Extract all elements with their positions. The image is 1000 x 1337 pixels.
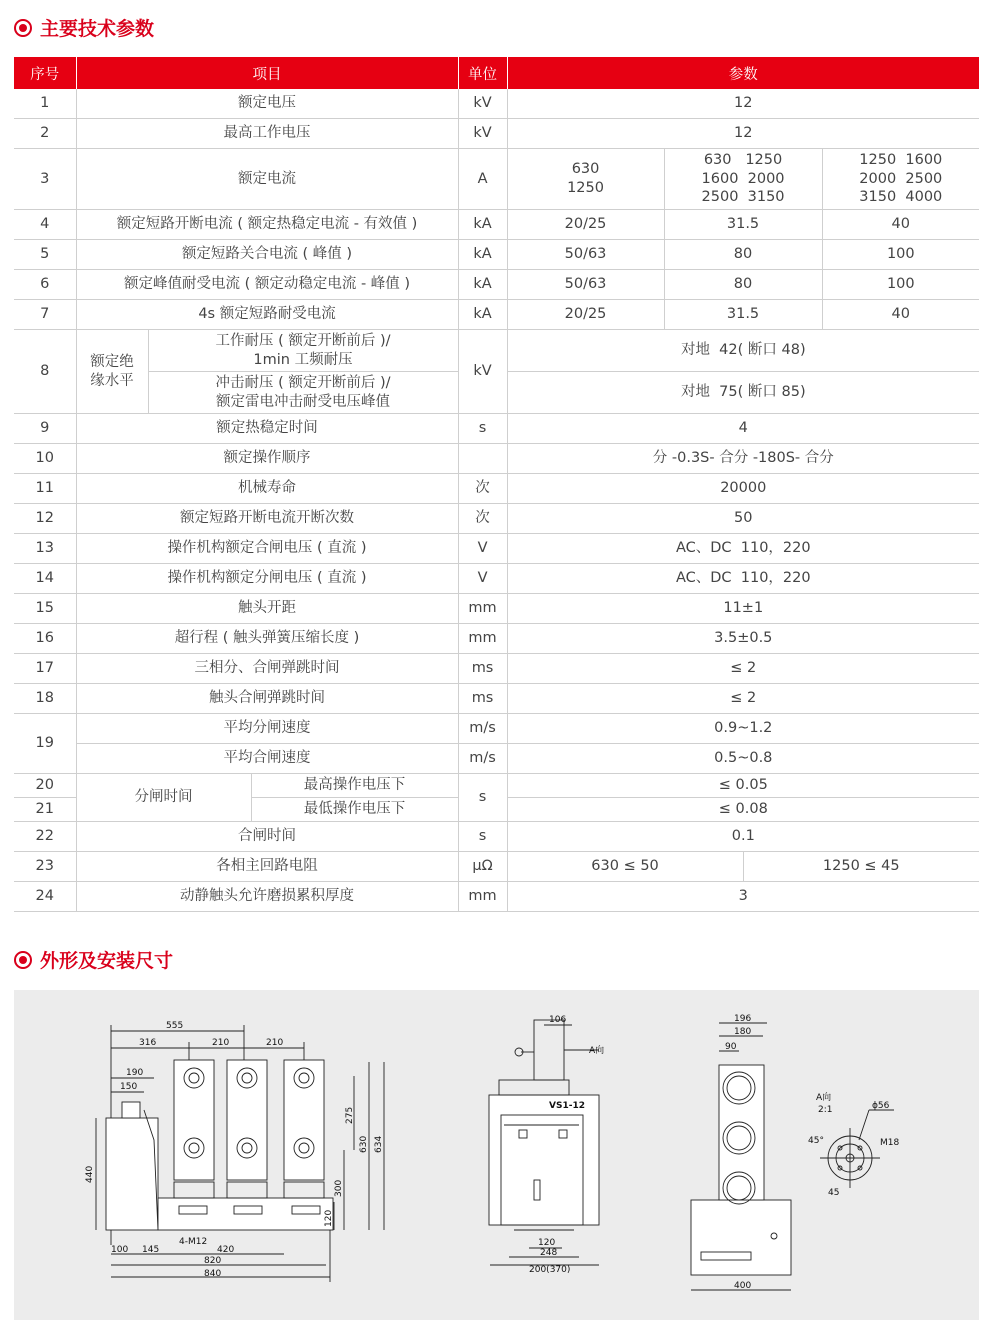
svg-text:420: 420 [217, 1245, 235, 1255]
svg-text:A向: A向 [816, 1093, 832, 1103]
header-unit: 单位 [458, 57, 507, 89]
table-row: 22 合闸时间 s 0.1 [14, 822, 979, 852]
svg-text:45: 45 [828, 1188, 840, 1198]
section-title-specs: 主要技术参数 [14, 14, 154, 41]
svg-text:210: 210 [212, 1038, 230, 1048]
svg-text:634: 634 [374, 1135, 384, 1153]
table-row: 16 超行程 ( 触头弹簧压缩长度 ) mm 3.5±0.5 [14, 624, 979, 654]
table-row: 4 额定短路开断电流 ( 额定热稳定电流 - 有效值 ) kA 20/25 31.5 40 [14, 210, 979, 240]
table-row: 23 各相主回路电阻 μΩ 630 ≤ 50 1250 ≤ 45 [14, 852, 979, 882]
header-no: 序号 [14, 57, 76, 89]
svg-text:840: 840 [204, 1269, 222, 1279]
svg-text:90: 90 [725, 1042, 737, 1052]
side-view-drawing [489, 1020, 599, 1265]
svg-text:248: 248 [540, 1248, 558, 1258]
svg-text:555: 555 [166, 1021, 184, 1031]
header-item: 项目 [76, 57, 458, 89]
table-row: 平均合闸速度 m/s 0.5~0.8 [14, 744, 979, 774]
svg-text:4-M12: 4-M12 [179, 1237, 208, 1247]
svg-text:120: 120 [538, 1238, 556, 1248]
detail-a-view-drawing [820, 1110, 894, 1188]
svg-text:ϕ56: ϕ56 [872, 1101, 890, 1111]
svg-text:630: 630 [359, 1135, 369, 1153]
svg-text:2:1: 2:1 [818, 1105, 833, 1115]
table-row: 1 额定电压 kV 12 [14, 89, 979, 119]
svg-text:316: 316 [139, 1038, 157, 1048]
svg-text:196: 196 [734, 1014, 752, 1024]
svg-text:180: 180 [734, 1027, 752, 1037]
table-row: 19 平均分闸速度 m/s 0.9~1.2 [14, 714, 979, 744]
svg-text:275: 275 [345, 1106, 355, 1124]
table-row: 12 额定短路开断电流开断次数 次 50 [14, 504, 979, 534]
svg-text:A向: A向 [589, 1046, 605, 1056]
top-view-drawing [691, 1023, 791, 1290]
header-param: 参数 [507, 57, 979, 89]
table-row: 24 动静触头允许磨损累积厚度 mm 3 [14, 882, 979, 912]
table-row: 冲击耐压 ( 额定开断前后 )/ 额定雷电冲击耐受电压峰值 对地 75( 断口 85) [14, 372, 979, 414]
dimension-drawings [14, 990, 979, 1320]
svg-text:145: 145 [142, 1245, 160, 1255]
dimension-drawing-panel [14, 990, 979, 1320]
svg-text:190: 190 [126, 1068, 144, 1078]
table-row: 20 分闸时间 最高操作电压下 s ≤ 0.05 [14, 774, 979, 798]
svg-text:150: 150 [120, 1082, 138, 1092]
svg-text:820: 820 [204, 1256, 222, 1266]
table-row: 13 操作机构额定合闸电压 ( 直流 ) V AC、DC 110，220 [14, 534, 979, 564]
table-row: 21 最低操作电压下 ≤ 0.08 [14, 798, 979, 822]
table-row: 7 4s 额定短路耐受电流 kA 20/25 31.5 40 [14, 300, 979, 330]
section-title-dimensions: 外形及安装尺寸 [14, 946, 173, 973]
table-row: 5 额定短路关合电流 ( 峰值 ) kA 50/63 80 100 [14, 240, 979, 270]
svg-text:200(370): 200(370) [529, 1265, 571, 1275]
svg-text:300: 300 [334, 1179, 344, 1197]
svg-text:45°: 45° [808, 1136, 824, 1146]
spec-table [14, 57, 979, 912]
table-row: 8 额定绝 缘水平 工作耐压 ( 额定开断前后 )/ 1min 工频耐压 kV 对地 42( 断口 48) [14, 330, 979, 372]
table-row: 18 触头合闸弹跳时间 ms ≤ 2 [14, 684, 979, 714]
front-view-drawing [96, 1025, 384, 1282]
table-row: 14 操作机构额定分闸电压 ( 直流 ) V AC、DC 110，220 [14, 564, 979, 594]
table-row: 10 额定操作顺序 分 -0.3S- 合分 -180S- 合分 [14, 444, 979, 474]
table-row: 11 机械寿命 次 20000 [14, 474, 979, 504]
table-header-row [14, 57, 979, 89]
svg-text:120: 120 [324, 1209, 334, 1227]
table-row: 2 最高工作电压 kV 12 [14, 119, 979, 149]
circle-bullet-icon [14, 19, 32, 37]
svg-text:M18: M18 [880, 1138, 900, 1148]
table-row: 15 触头开距 mm 11±1 [14, 594, 979, 624]
table-row: 9 额定热稳定时间 s 4 [14, 414, 979, 444]
svg-text:100: 100 [111, 1245, 129, 1255]
svg-text:VS1-12: VS1-12 [549, 1101, 585, 1111]
svg-text:210: 210 [266, 1038, 284, 1048]
table-row: 6 额定峰值耐受电流 ( 额定动稳定电流 - 峰值 ) kA 50/63 80 100 [14, 270, 979, 300]
svg-text:440: 440 [85, 1165, 95, 1183]
table-row: 3 额定电流 A 630 1250 630 1250 1600 2000 2500 3150 1250 1600 2000 2500 3150 4000 [14, 149, 979, 210]
table-row: 17 三相分、合闸弹跳时间 ms ≤ 2 [14, 654, 979, 684]
svg-text:106: 106 [549, 1015, 567, 1025]
svg-text:400: 400 [734, 1281, 752, 1291]
circle-bullet-icon [14, 951, 32, 969]
